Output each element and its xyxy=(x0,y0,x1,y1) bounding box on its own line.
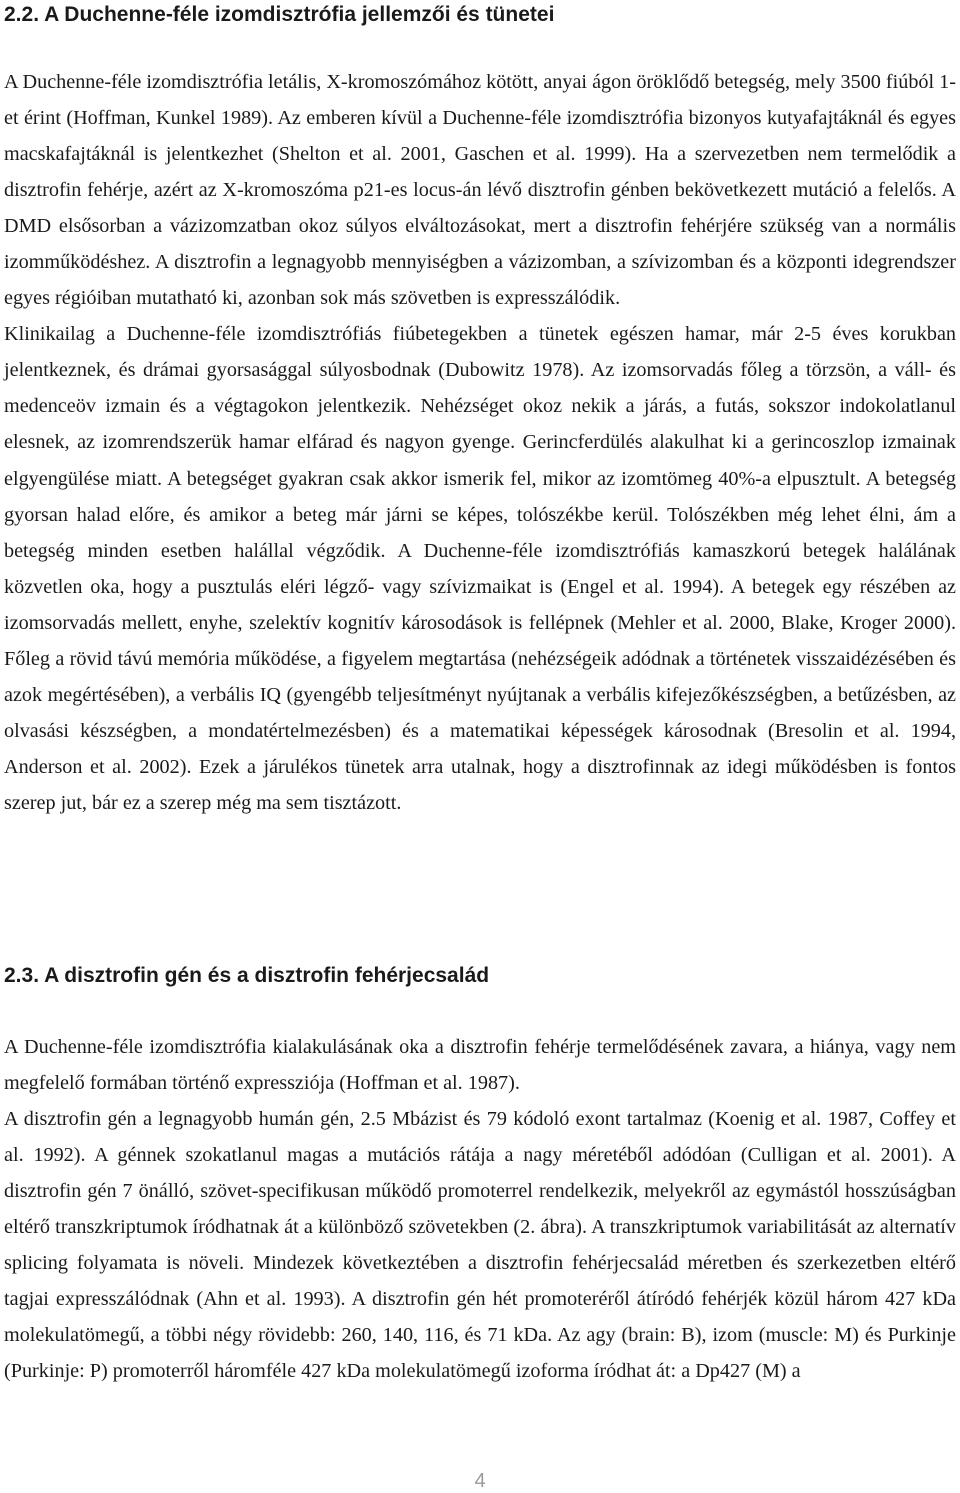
paragraph: A Duchenne-féle izomdisztrófia letális, X-kromoszómához kötött, anyai ágon öröklődő betegség, mely 3500 fiúból 1-et érint (Hoffman, Kunkel 1989). Az emberen kívül a Duchenne-féle izomdisztrófia bizonyos kutyafajtáknál és egyes macskafajtáknál is jelentkezhet (Shelton et al. 2001, Gaschen et al. 1999). Ha a szervezetben nem termelődik a disztrofin fehérje, azért az X-kromoszóma p21-es locus-án lévő disztrofin génben bekövetkezett mutáció a felelős. A DMD elsősorban a vázizomzatban okoz súlyos elváltozásokat, mert a disztrofin fehérjére szükség van a normális izomműködéshez. A disztrofin a legnagyobb mennyiségben a vázizomban, a szívizomban és a központi idegrendszer egyes régióiban mutatható ki, azonban sok más szövetben is expresszálódik. xyxy=(4,71,956,310)
paragraph: A Duchenne-féle izomdisztrófia kialakulásának oka a disztrofin fehérje termelődésének zavara, a hiánya, vagy nem megfelelő formában történő expressziója (Hoffman et al. 1987). xyxy=(4,1036,956,1095)
page-number: 4 xyxy=(474,1470,486,1492)
paragraph: Klinikailag a Duchenne-féle izomdisztrófiás fiúbetegekben a tünetek egészen hamar, már 2-5 éves korukban jelentkeznek, és drámai gyorsasággal súlyosbodnak (Dubowitz 1978). Az izomsorvadás főleg a törzsön, a váll- és medenceöv izmain és a végtagokon jelentkezik. Nehézséget okoz nekik a járás, a futás, sokszor indokolatlanul elesnek, az izomrendszerük hamar elfárad és nagyon gyenge. Gerincferdülés alakulhat ki a gerincoszlop izmainak elgyengülése miatt. A betegséget gyakran csak akkor ismerik fel, mikor az izomtömeg 40%-a elpusztult. A betegség gyorsan halad előre, és amikor a beteg már járni se képes, tolószékbe kerül. Tolószékben még lehet élni, ám a betegség minden esetben halállal végződik. A Duchenne-féle izomdisztrófiás kamaszkorú betegek halálának közvetlen oka, hogy a pusztulás eléri légző- vagy szívizmaikat is (Engel et al. 1994). A betegek egy részében az izomsorvadás mellett, enyhe, szelektív kognitív károsodások is fellépnek (Mehler et al. 2000, Blake, Kroger 2000). Főleg a rövid távú memória működése, a figyelem megtartása (nehézségeik adódnak a történetek visszaidézésében és azok megértésében), a verbális IQ (gyengébb teljesítményt nyújtanak a verbális kifejezőkészségben, a betűzésben, az olvasási készségben, a mondatértelmezésben) és a matematikai képességek károsodnak (Bresolin et al. 1994, Anderson et al. 2002). Ezek a járulékos tünetek arra utalnak, hogy a disztrofinnak az idegi működésben is fontos szerep jut, bár ez a szerep még ma sem tisztázott. xyxy=(4,323,956,814)
section-heading-2-3: 2.3. A disztrofin gén és a disztrofin fehérjecsalád xyxy=(4,964,490,987)
paragraph: A disztrofin gén a legnagyobb humán gén, 2.5 Mbázist és 79 kódoló exont tartalmaz (Koenig et al. 1987, Coffey et al. 1992). A génnek szokatlanul magas a mutációs rátája a nagy méretéből adódóan (Culligan et al. 2001). A disztrofin gén 7 önálló, szövet-specifikusan működő promoterrel rendelkezik, melyekről az egymástól hosszúságban eltérő transzkriptumok íródhatnak át a különböző szövetekben (2. ábra). A transzkriptumok variabilitását az alternatív splicing folyamata is növeli. Mindezek következtében a disztrofin fehérjecsalád méretben és szerkezetben eltérő tagjai expresszálódnak (Ahn et al. 1993). A disztrofin gén hét promoteréről átíródó fehérjék közül három 427 kDa molekulatömegű, a többi négy rövidebb: 260, 140, 116, és 71 kDa. Az agy (brain: B), izom (muscle: M) és Purkinje (Purkinje: P) promoterről háromféle 427 kDa molekulatömegű izoforma íródhat át: a Dp427 (M) a xyxy=(4,1108,956,1383)
section-2-3-body xyxy=(4,1029,956,1389)
section-heading-2-2: 2.2. A Duchenne-féle izomdisztrófia jellemzői és tünetei xyxy=(4,3,555,26)
section-2-2-body xyxy=(4,64,956,821)
